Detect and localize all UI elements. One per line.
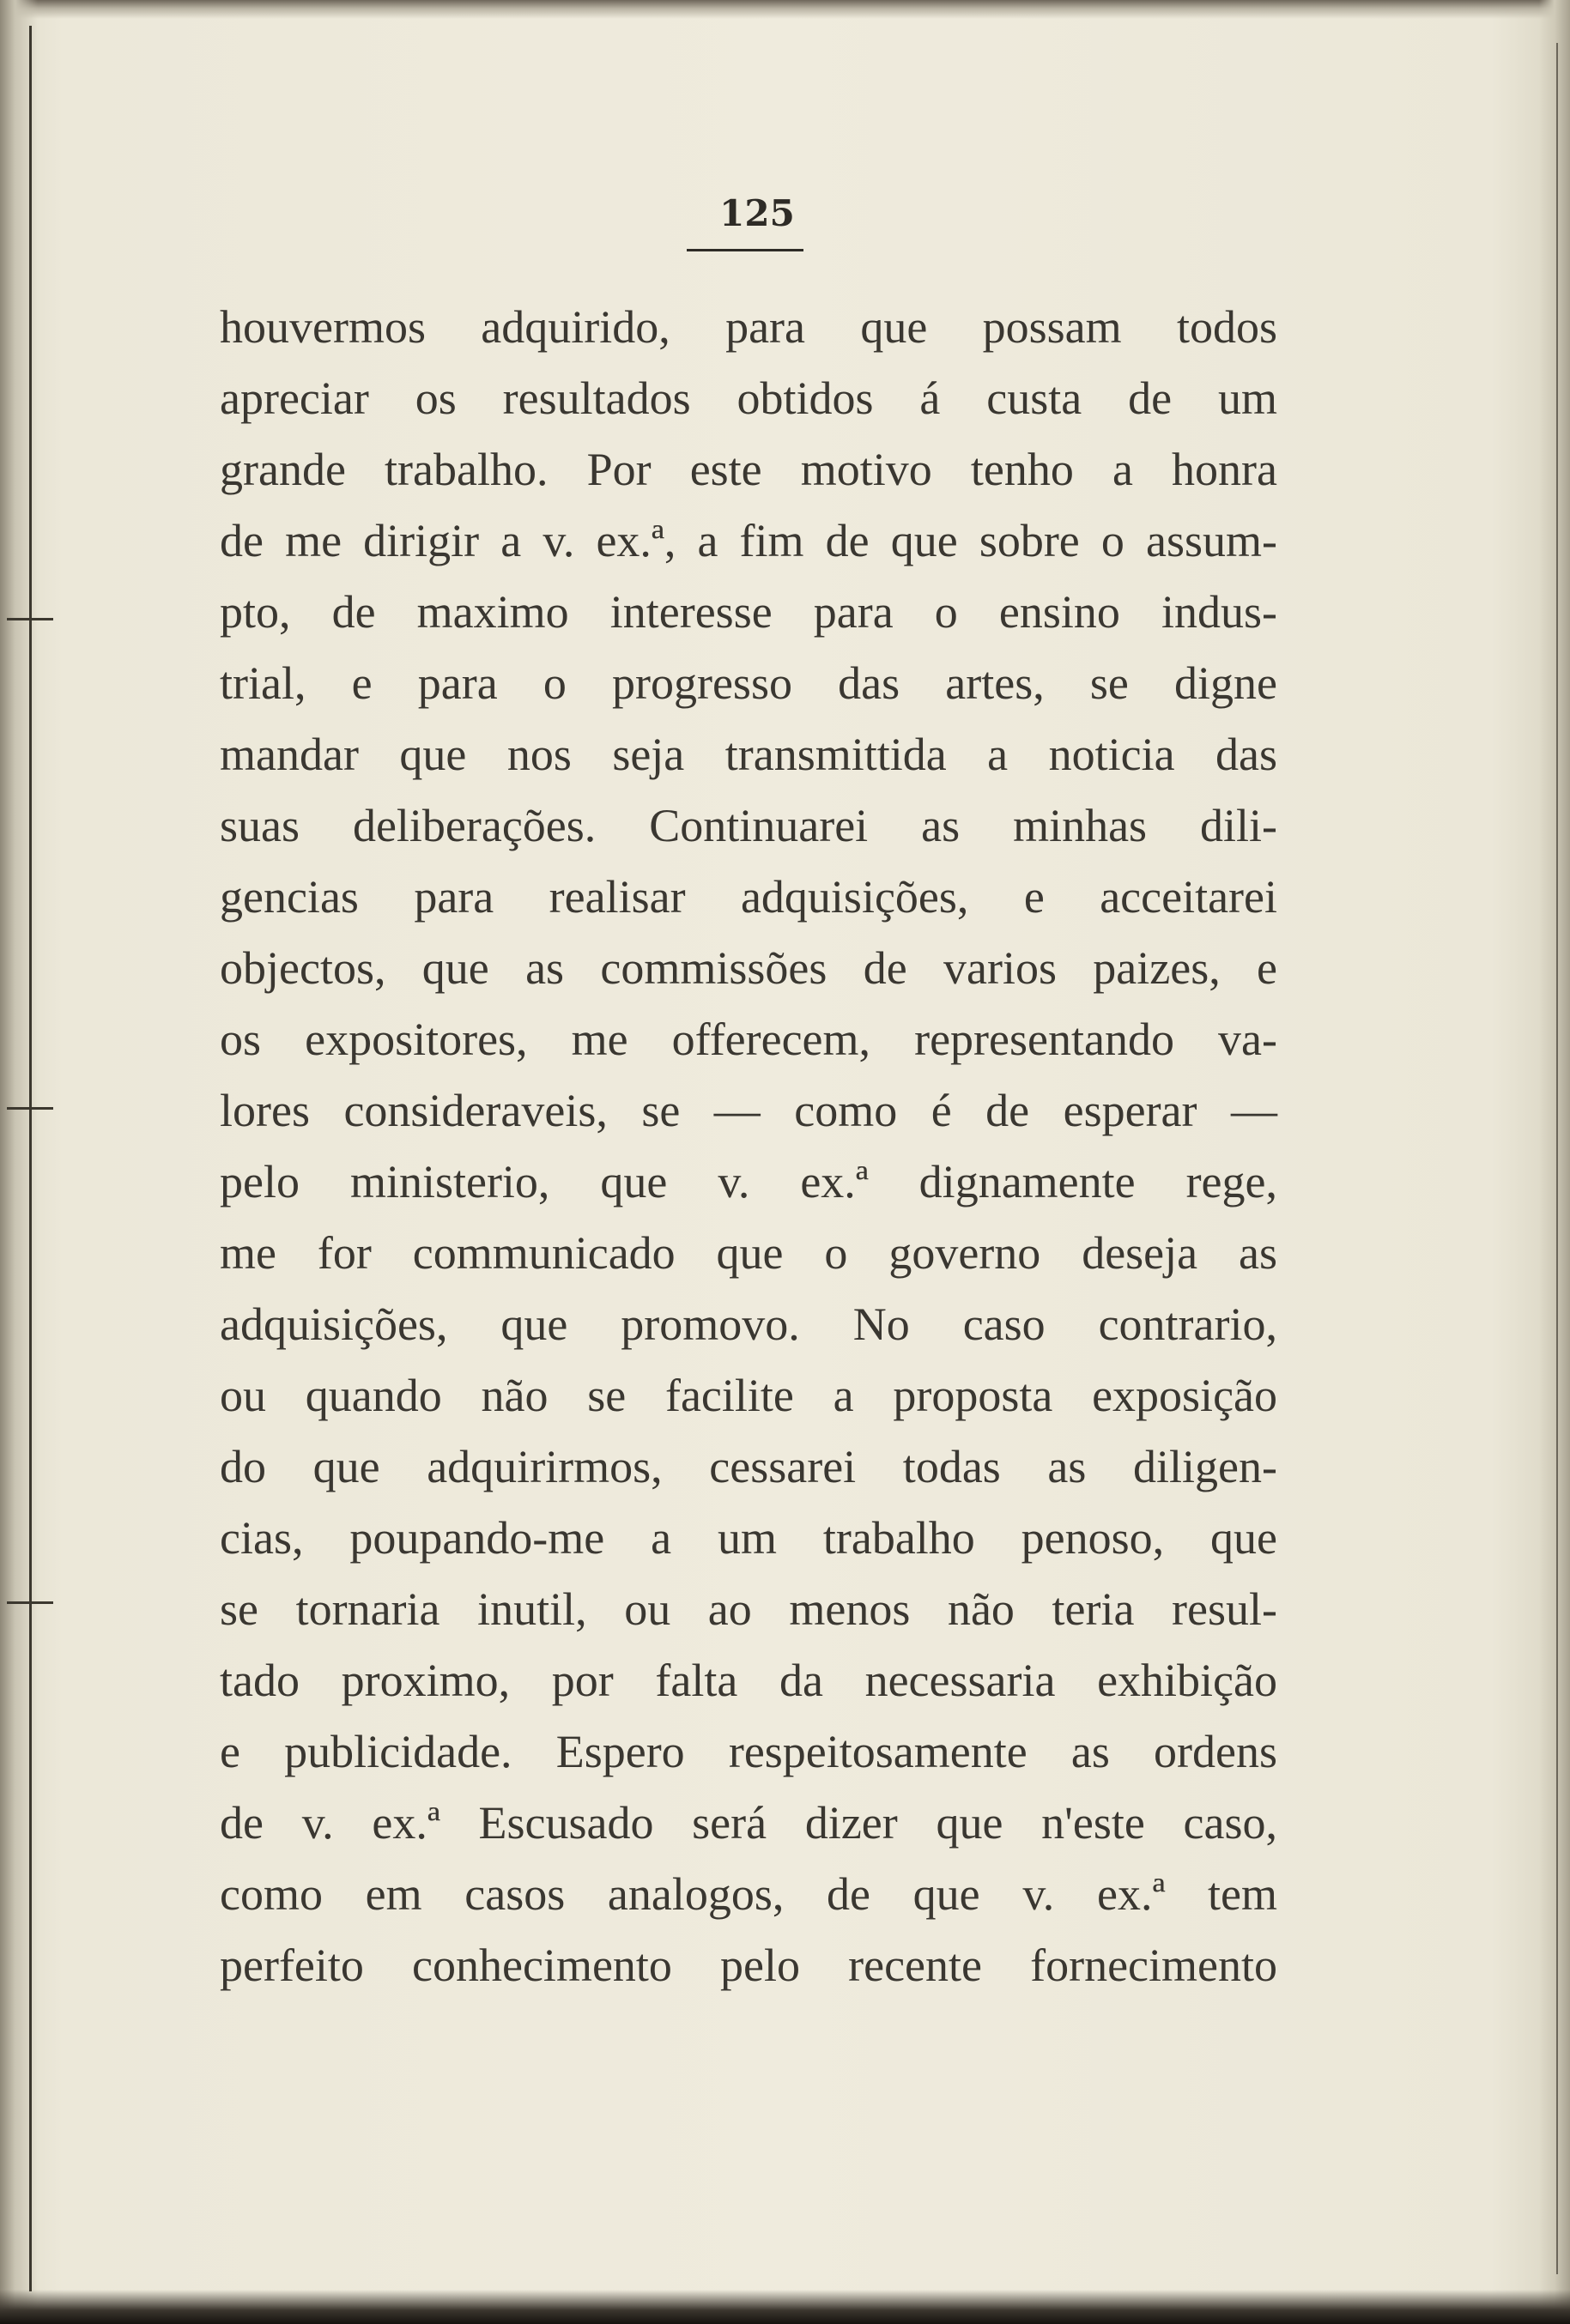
text-line: gencias para realisar adquisições, e acceitarei (220, 871, 1277, 923)
page-number-rule (687, 249, 803, 251)
text-line: apreciar os resultados obtidos á custa de um (220, 372, 1277, 424)
text-line: pto, de maximo interesse para o ensino indus- (220, 586, 1277, 638)
text-line: se tornaria inutil, ou ao menos não teria resul- (220, 1583, 1277, 1635)
text-line: suas deliberações. Continuarei as minhas dili- (220, 800, 1277, 851)
text-line: adquisições, que promovo. No caso contrario, (220, 1298, 1277, 1350)
binding-tick (7, 1107, 53, 1110)
body-text (220, 292, 1277, 2001)
text-line: houvermos adquirido, para que possam todos (220, 301, 1277, 353)
text-line: ou quando não se facilite a proposta exposição (220, 1370, 1277, 1421)
text-line: trial, e para o progresso das artes, se digne (220, 657, 1277, 709)
binding-tick (7, 1601, 53, 1604)
text-line: como em casos analogos, de que v. ex.ª tem (220, 1868, 1277, 1920)
text-line: me for communicado que o governo deseja as (220, 1227, 1277, 1279)
top-page-shadow (0, 0, 1570, 19)
left-binding-edge (0, 0, 38, 2324)
text-line: lores consideraveis, se — como é de esperar — (220, 1085, 1277, 1136)
right-page-edge (1539, 0, 1570, 2324)
bottom-page-shadow (0, 2290, 1570, 2324)
text-line: de v. ex.ª Escusado será dizer que n'este caso, (220, 1797, 1277, 1849)
text-line: grande trabalho. Por este motivo tenho a honra (220, 444, 1277, 495)
text-line: objectos, que as commissões de varios paizes, e (220, 942, 1277, 994)
text-line: os expositores, me offerecem, representando va- (220, 1014, 1277, 1065)
text-line: mandar que nos seja transmittida a noticia das (220, 729, 1277, 780)
left-binding-rule (29, 26, 32, 2291)
text-line: perfeito conhecimento pelo recente fornecimento (220, 1940, 1277, 1991)
text-line: pelo ministerio, que v. ex.ª dignamente rege, (220, 1156, 1277, 1207)
text-line: tado proximo, por falta da necessaria exhibição (220, 1655, 1277, 1706)
text-line: do que adquirirmos, cessarei todas as diligen- (220, 1441, 1277, 1492)
text-line: e publicidade. Espero respeitosamente as ordens (220, 1726, 1277, 1777)
binding-tick (7, 618, 53, 620)
right-edge-rule (1556, 43, 1558, 2274)
page-number: 125 (719, 192, 795, 234)
text-line: cias, poupando-me a um trabalho penoso, que (220, 1512, 1277, 1564)
text-line: de me dirigir a v. ex.ª, a fim de que sobre o assum- (220, 515, 1277, 566)
